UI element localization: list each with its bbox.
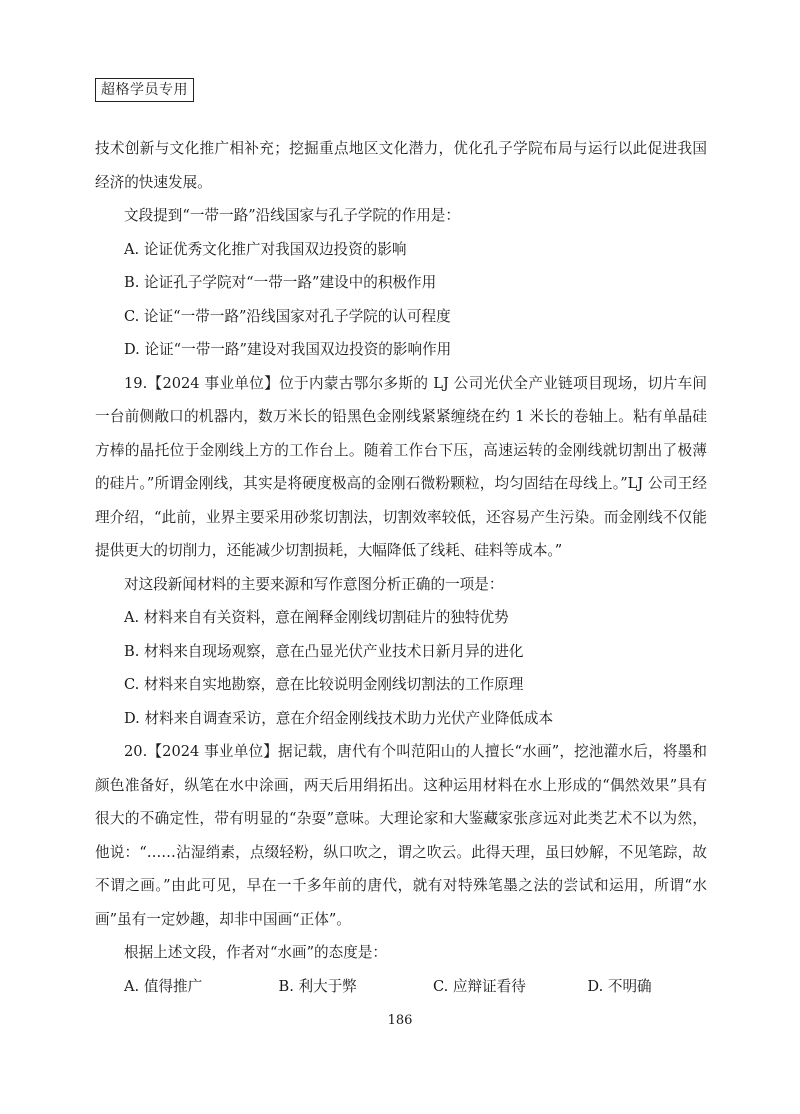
q18-option-a: A. 论证优秀文化推广对我国双边投资的影响 <box>124 240 407 258</box>
q20-option-a: A. 值得推广 <box>124 977 203 995</box>
page-number: 186 <box>387 1013 413 1028</box>
q20-question: 根据上述文段，作者对“水画”的态度是： <box>124 944 388 961</box>
q18-option-c: C. 论证“一带一路”沿线国家对孔子学院的认可程度 <box>124 307 451 325</box>
q18-continuation: 技术创新与文化推广相补充；挖掘重点地区文化潜力，优化孔子学院布局与运行以此促进我国经济的快速发展。 <box>95 140 707 191</box>
page-content <box>95 132 707 1003</box>
q20-option-b: B. 利大于弊 <box>278 977 357 995</box>
q19-option-a: A. 材料来自有关资料，意在阐释金刚线切割硅片的独特优势 <box>124 609 509 626</box>
q19-option-b: B. 材料来自现场观察，意在凸显光伏产业技术日新月异的进化 <box>124 642 524 660</box>
q20-options-row <box>95 970 707 1004</box>
exclusive-use-stamp: 超格学员专用 <box>95 78 194 102</box>
q20-option-c: C. 应辩证看待 <box>432 977 526 995</box>
q18-question: 文段提到“一带一路”沿线国家与孔子学院的作用是： <box>124 207 460 224</box>
q20-stem: 20.【2024 事业单位】据记载，唐代有个叫范阳山的人擅长“水画”，挖池灌水后，将墨和颜色准备好，纵笔在水中涂画，两天后用绢拓出。这种运用材料在水上形成的“偶然效果”具有很大的不确定性，带有明显的“杂耍”意味。大理论家和大鉴藏家张彦远对此类艺术不以为然，他说：“……沾湿绡素，点缀轻粉，纵口吹之，谓之吹云。此得天理，虽曰妙解，不见笔踪，故不谓之画。”由此可见，早在一千多年前的唐代，就有对特殊笔墨之法的尝试和运用，所谓“水画”虽有一定妙趣，却非中国画“正体”。 <box>95 743 707 928</box>
q19-option-c: C. 材料来自实地勘察，意在比较说明金刚线切割法的工作原理 <box>124 676 524 693</box>
q20-option-d: D. 不明确 <box>587 977 652 995</box>
q19-question: 对这段新闻材料的主要来源和写作意图分析正确的一项是： <box>124 575 504 593</box>
q18-option-b: B. 论证孔子学院对“一带一路”建设中的积极作用 <box>124 274 437 291</box>
q19-option-d: D. 材料来自调查采访，意在介绍金刚线技术助力光伏产业降低成本 <box>124 709 554 727</box>
q19-stem: 19.【2024 事业单位】位于内蒙古鄂尔多斯的 LJ 公司光伏全产业链项目现场，切片车间一台前侧敞口的机器内，数万米长的铅黑色金刚线紧紧缠绕在约 1 米长的卷轴上。粘有单晶硅方棒的晶托位于金刚线上方的工作台上。随着工作台下压，高速运转的金刚线就切割出了极薄的硅片。”所谓金刚线，其实是将硬度极高的金刚石微粉颗粒，均匀固结在母线上。”LJ 公司王经理介绍，“此前，业界主要采用砂浆切割法，切割效率较低，还容易产生污染。而金刚线不仅能提供更大的切削力，还能减少切割损耗，大幅降低了线耗、硅料等成本。” <box>95 374 707 559</box>
q18-option-d: D. 论证“一带一路”建设对我国双边投资的影响作用 <box>124 341 452 358</box>
